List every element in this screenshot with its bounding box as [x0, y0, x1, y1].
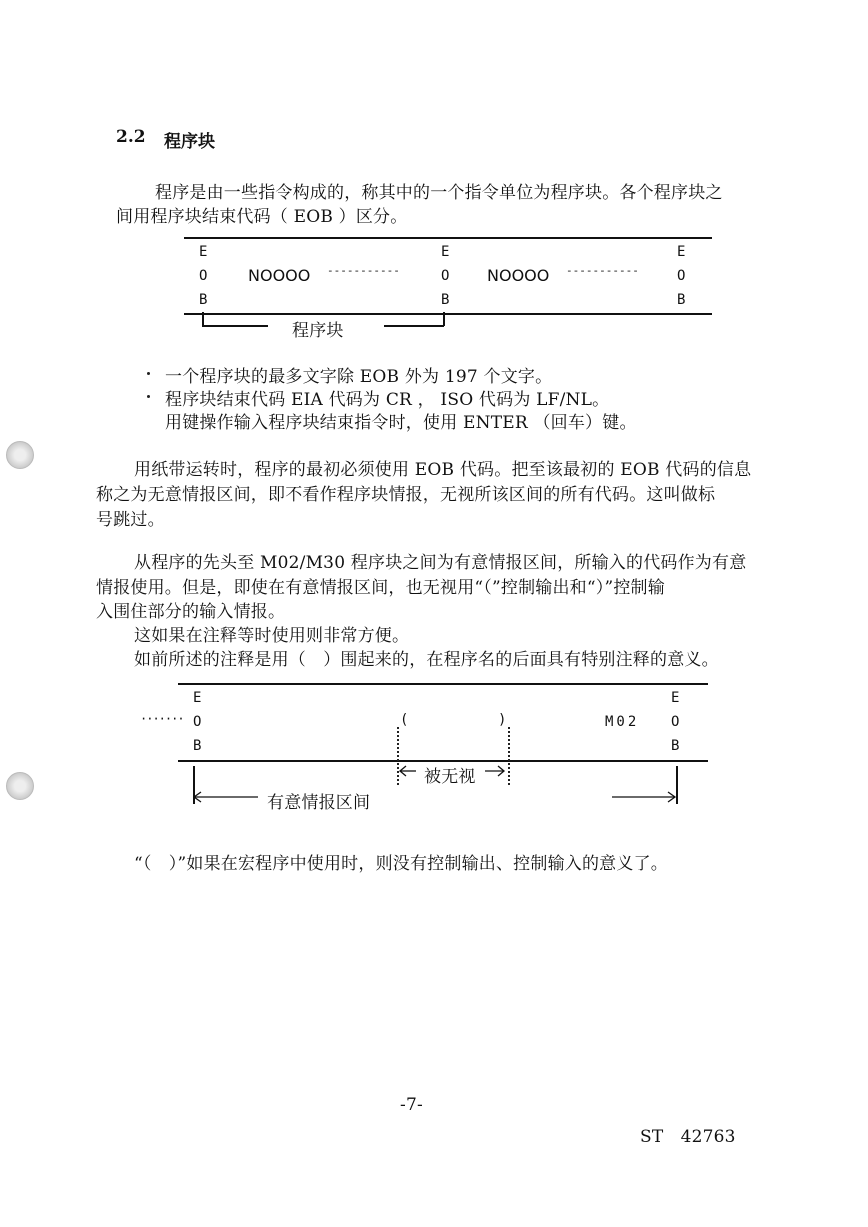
- diagram2-b-left: B: [193, 738, 202, 754]
- diagram2-ignored-label: 被无视: [424, 767, 476, 787]
- diagram2-b-right: B: [671, 738, 680, 754]
- diagram1-b-1: B: [199, 292, 208, 308]
- section-title: 程序块: [164, 132, 215, 152]
- diagram1-o-2: O: [441, 268, 450, 284]
- para4: “（ ）”如果在宏程序中使用时，则没有控制输出、控制输入的意义了。: [134, 854, 668, 874]
- para1-line2: 间用程序块结束代码（ EOB ）区分。: [116, 207, 408, 227]
- diagram2-o-left: O: [193, 714, 202, 730]
- section-number: 2.2: [116, 127, 146, 147]
- diagram1-nooo-2: NOOOO: [487, 266, 550, 285]
- para3-line3: 入围住部分的输入情报。: [96, 602, 286, 622]
- bullet-3: 用键操作输入程序块结束指令时，使用 ENTER （回车）键。: [165, 413, 637, 433]
- diagram2-e-left: E: [193, 690, 202, 706]
- para2-line3: 号跳过。: [96, 510, 165, 530]
- diagram2-o-right: O: [671, 714, 680, 730]
- diagram2-meaningful-label: 有意情报区间: [267, 793, 371, 813]
- para3-line2: 情报使用。但是，即使在有意情报区间，也无视用“（”控制输出和“）”控制输: [96, 578, 665, 598]
- diagram2-close-paren: ): [498, 712, 507, 728]
- diagram2-e-right: E: [671, 690, 680, 706]
- diagram2-leading-dots: ·······: [140, 712, 184, 726]
- diagram1-nooo-1: NOOOO: [248, 266, 311, 285]
- bullet-2: 程序块结束代码 EIA 代码为 CR ， ISO 代码为 LF/NL。: [165, 390, 610, 410]
- diagram1-b-2: B: [441, 292, 450, 308]
- diagram1-e-3: E: [677, 244, 686, 260]
- diagram1-dashes-2: -----------: [566, 264, 639, 277]
- diagram2-open-paren: (: [400, 712, 409, 728]
- para3-line5: 如前所述的注释是用（ ）围起来的，在程序名的后面具有特别注释的意义。: [134, 650, 719, 670]
- diagram1-o-3: O: [677, 268, 686, 284]
- diagram1-b-3: B: [677, 292, 686, 308]
- diagram2-m02: M02: [605, 714, 640, 730]
- diagram1-e-2: E: [441, 244, 450, 260]
- diagram1-block-label: 程序块: [292, 321, 344, 341]
- page-number: -7-: [400, 1095, 423, 1115]
- diagram1-e-1: E: [199, 244, 208, 260]
- para3-line1: 从程序的先头至 M02/M30 程序块之间为有意情报区间，所输入的代码作为有意: [134, 553, 747, 573]
- doc-code: ST 42763: [640, 1127, 736, 1147]
- diagram1-o-1: O: [199, 268, 208, 284]
- para1-line1: 程序是由一些指令构成的，称其中的一个指令单位为程序块。各个程序块之: [155, 183, 723, 203]
- para3-line4: 这如果在注释等时使用则非常方便。: [134, 626, 410, 646]
- para2-line1: 用纸带运转时，程序的最初必须使用 EOB 代码。把至该最初的 EOB 代码的信息: [134, 460, 752, 480]
- para2-line2: 称之为无意情报区间，即不看作程序块情报，无视所该区间的所有代码。这叫做标: [96, 485, 716, 505]
- diagram1-dashes-1: -----------: [327, 264, 400, 277]
- bullet-1: 一个程序块的最多文字除 EOB 外为 197 个文字。: [165, 367, 553, 387]
